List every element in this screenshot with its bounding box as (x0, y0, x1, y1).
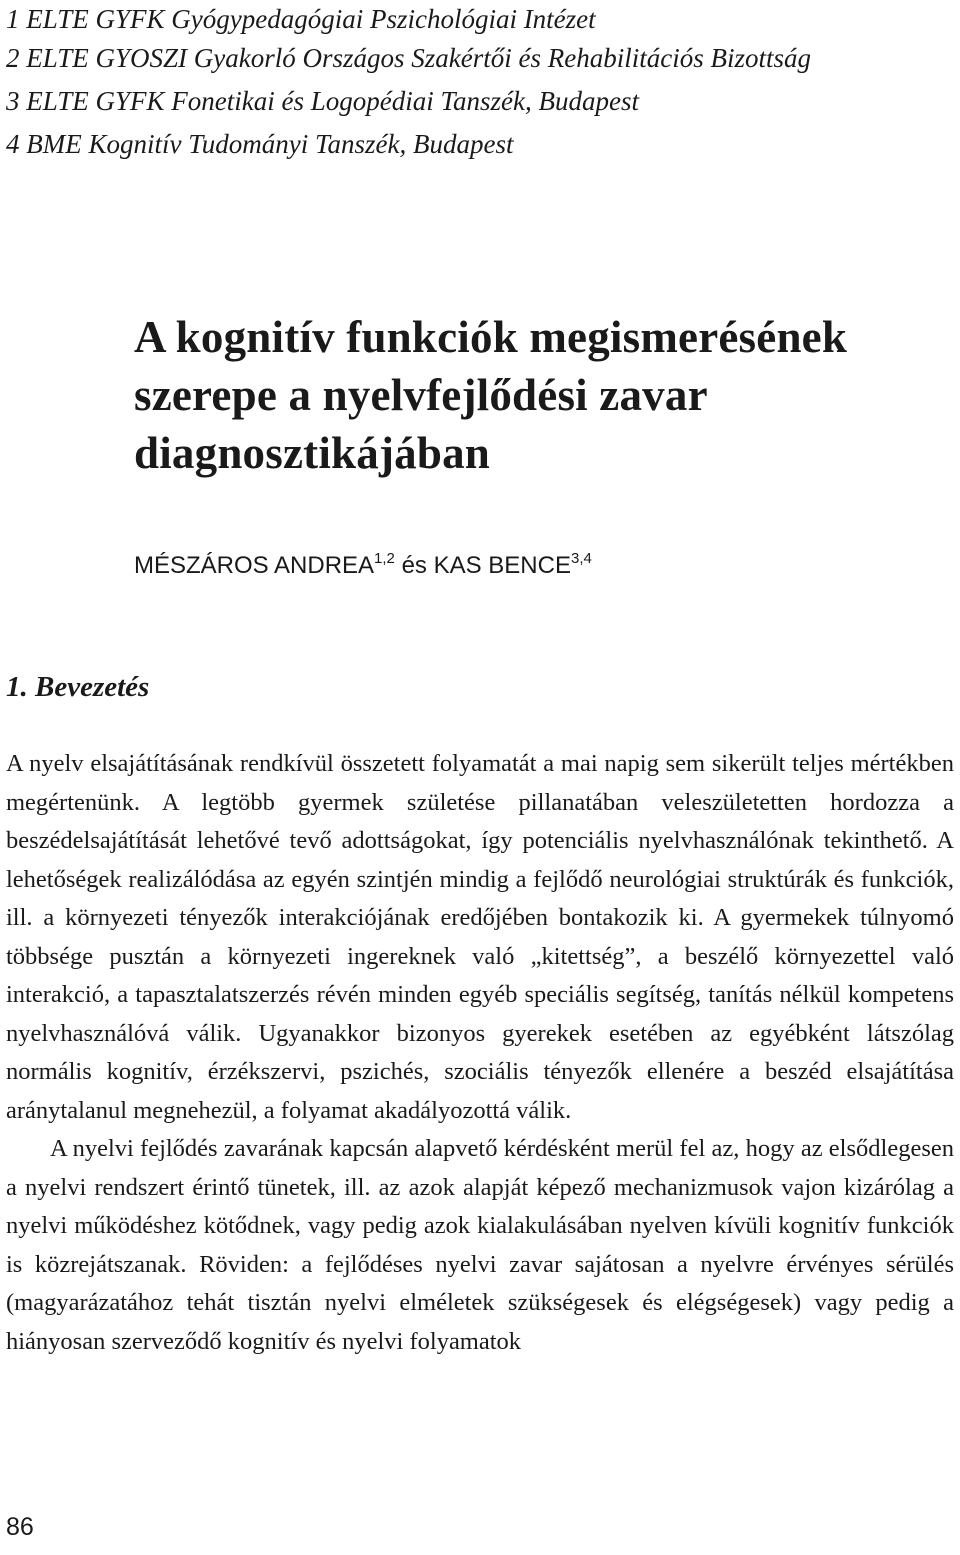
author-1-name: MÉSZÁROS ANDREA (134, 552, 375, 579)
author-1-affiliation-marker: 1,2 (374, 550, 395, 567)
affiliation-1: 1 ELTE GYFK Gyógypedagógiai Pszichológiai Intézet (6, 4, 596, 34)
paragraph-2: A nyelvi fejlődés zavarának kapcsán alapvető kérdésként merül fel az, hogy az elsődlegesen a nyelvi rendszert érintő tünetek, ill. az azok alapját képező mechanizmusok vajon kizárólag a nyelvi működéshez kötődnek, vagy pedig azok kialakulásában nyelven kívüli kognitív funkciók is közrejátszanak. Röviden: a fejlődéses nyelvi zavar sajátosan a nyelvre érvényes sérülés (magyarázatához tehát tisztán nyelvi elméletek szükségesek és elégségesek) vagy pedig a hiányosan szerveződő kognitív és nyelvi folyamatok (6, 1135, 954, 1355)
paragraph-1: A nyelv elsajátításának rendkívül összetett folyamatát a mai napig sem sikerült teljes mértékben megértenünk. A legtöbb gyermek születése pillanatában veleszületetten hordozza a beszédelsajátítását lehetővé tevő adottságokat, így potenciális nyelvhasználónak tekinthető. A lehetőségek realizálódása az egyén szintjén mindig a fejlődő neurológiai struktúrák és funkciók, ill. a környezeti tényezők interakciójának eredőjében bontakozik ki. A gyermekek túlnyomó többsége pusztán a környezeti ingereknek való „kitettség”, a beszélő környezettel való interakció, a tapasztalatszerzés révén minden egyéb speciális segítség, tanítás nélkül kompetens nyelvhasználóvá válik. Ugyanakkor bizonyos gyerekek esetében az egyébként látszólag normális kognitív, érzékszervi, pszichés, szociális tényezők ellenére a beszéd elsajátítása aránytalanul megnehezül, a folyamat akadályozottá válik. (6, 750, 954, 1124)
author-line (134, 544, 592, 581)
affiliation-2: 2 ELTE GYOSZI Gyakorló Országos Szakértői és Rehabilitációs Bizottság (6, 43, 811, 73)
article-title: A kognitív funkciók megismerésének szerepe a nyelvfejlődési zavar diagnosztikájában (134, 312, 848, 478)
affiliation-4: 4 BME Kognitív Tudományi Tanszék, Budapest (6, 129, 514, 159)
page-number: 86 (6, 1513, 34, 1541)
author-2-name: KAS BENCE (433, 552, 571, 579)
affiliation-3: 3 ELTE GYFK Fonetikai és Logopédiai Tanszék, Budapest (6, 86, 639, 116)
author-connector: és (394, 552, 434, 579)
section-heading: 1. Bevezetés (6, 671, 150, 703)
author-2-affiliation-marker: 3,4 (570, 550, 592, 567)
body-text (6, 745, 954, 1361)
